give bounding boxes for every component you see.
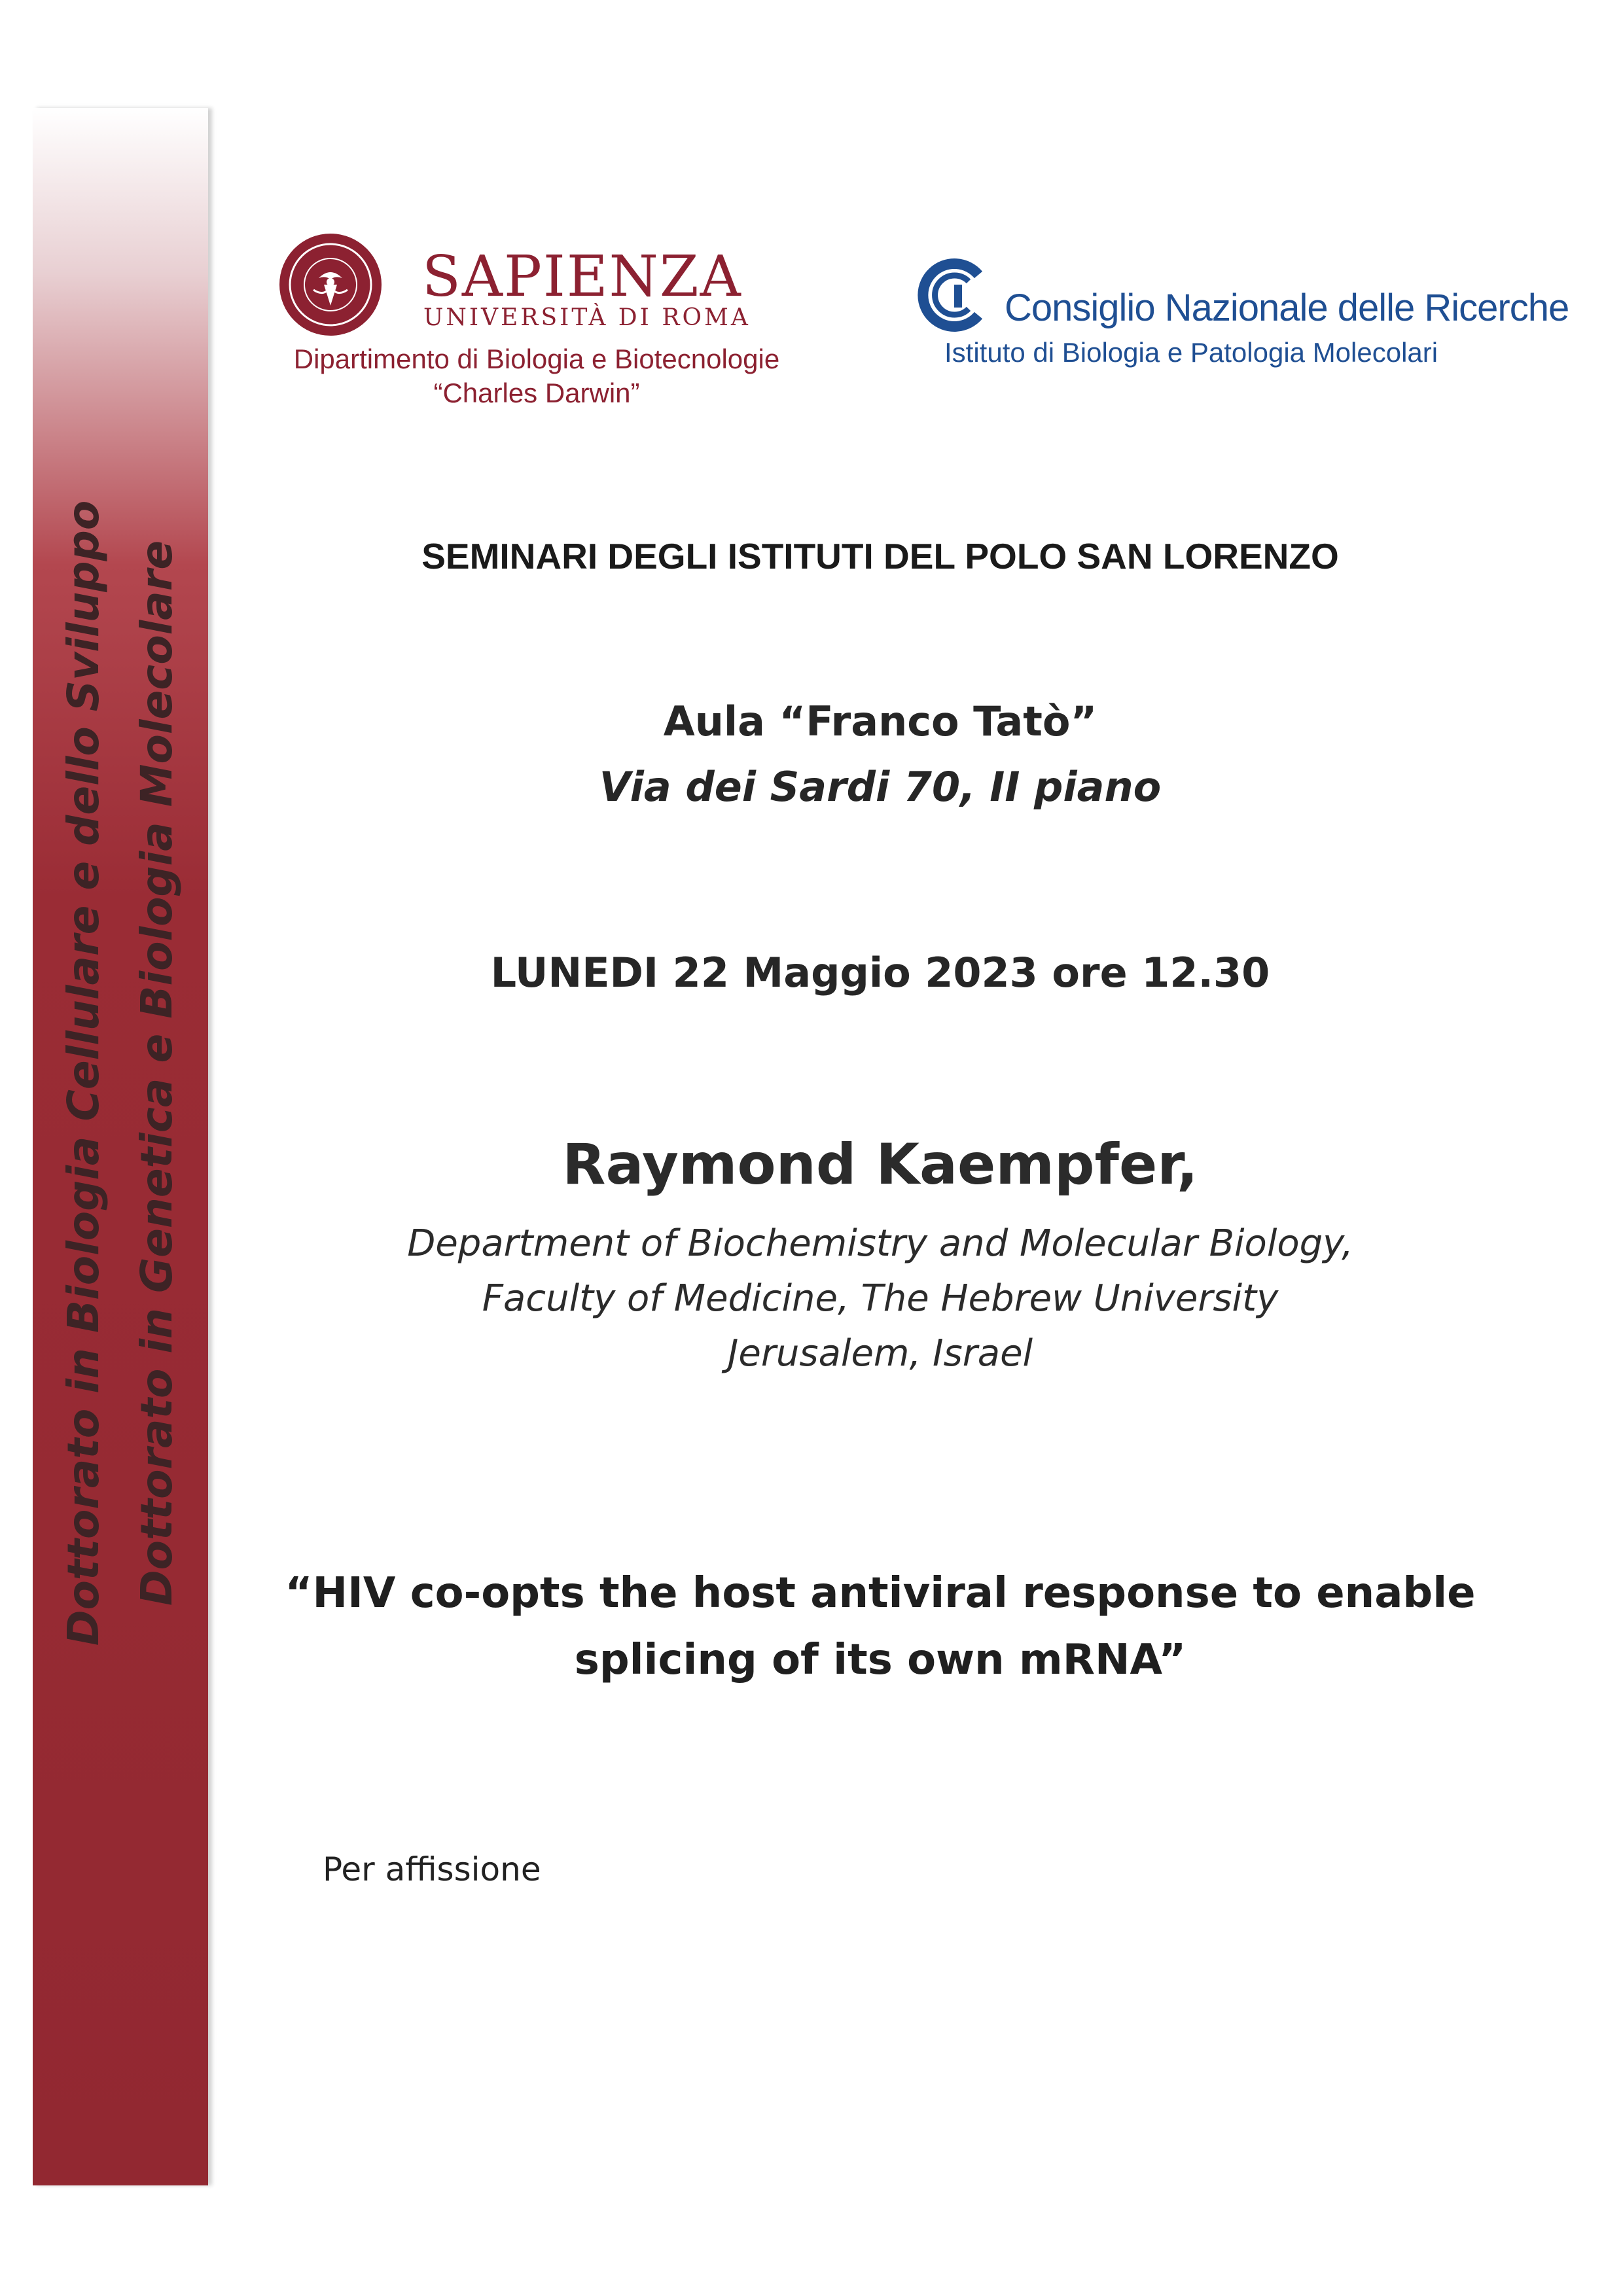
sapienza-university: UNIVERSITÀ DI ROMA [423,304,751,331]
sidebar-doctorate-text [47,419,194,1727]
sapienza-name: SAPIENZA [422,244,742,309]
cnr-mark-icon [916,255,988,334]
event-room: Aula “Franco Tatò” [663,698,1097,745]
cnr-logo [913,252,1569,383]
sapienza-department-sub: “Charles Darwin” [433,378,640,408]
speaker-affiliation-line: Jerusalem, Israel [727,1332,1033,1375]
sapienza-logo [262,232,825,429]
sidebar-line-2: Dottorato in Genetica e Biologia Molecolare [132,540,182,1606]
speaker-affiliation-line: Faculty of Medicine, The Hebrew University [482,1277,1279,1320]
talk-title-line: splicing of its own mRNA” [574,1636,1186,1684]
sapienza-department: Dipartimento di Biologia e Biotecnologie [293,344,780,374]
talk-title-line: “HIV co-opts the host antiviral response to enable [285,1569,1476,1617]
cnr-name: Consiglio Nazionale delle Ricerche [1005,287,1569,329]
cnr-institute: Istituto di Biologia e Patologia Molecolari [944,337,1438,368]
speaker-affiliation-line: Department of Biochemistry and Molecular Biology, [407,1222,1353,1265]
event-date: LUNEDI 22 Maggio 2023 ore 12.30 [490,949,1270,997]
event-address: Via dei Sardi 70, II piano [599,763,1162,811]
seminar-series: SEMINARI DEGLI ISTITUTI DEL POLO SAN LORENZO [421,536,1339,576]
sapienza-seal-icon [278,232,383,337]
posting-note: Per affissione [323,1850,541,1888]
sidebar-line-1: Dottorato in Biologia Cellulare e dello Sviluppo [58,500,109,1646]
speaker-name: Raymond Kaempfer, [562,1132,1198,1197]
